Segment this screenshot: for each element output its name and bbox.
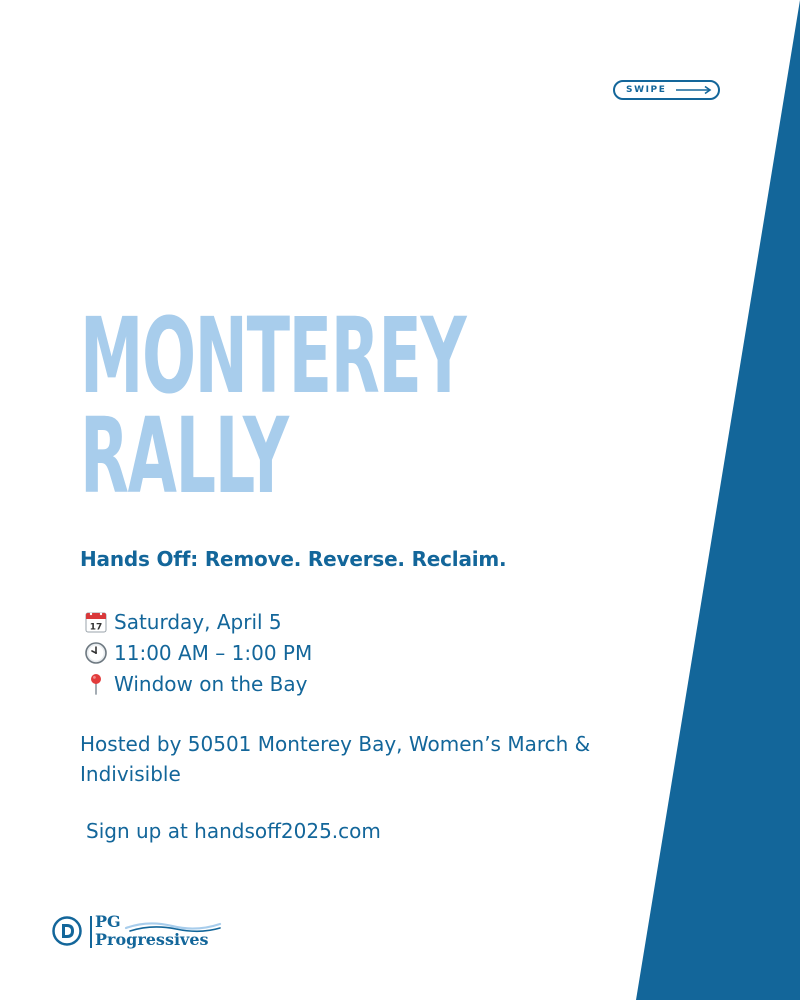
calendar-day: 17 <box>89 622 103 632</box>
tagline: Hands Off: Remove. Reverse. Reclaim. <box>80 547 507 571</box>
event-time: 11:00 AM – 1:00 PM <box>114 640 313 665</box>
signup-link[interactable]: Sign up at handsoff2025.com <box>86 819 381 843</box>
arrow-right-icon <box>676 85 712 95</box>
pin-icon <box>84 672 108 696</box>
location-row <box>84 668 312 699</box>
logo-line-1: PG <box>95 912 121 931</box>
pg-progressives-logo <box>52 912 222 952</box>
clock-icon <box>84 641 108 665</box>
time-row <box>84 637 312 668</box>
event-date: Saturday, April 5 <box>114 609 282 634</box>
event-details <box>84 606 312 699</box>
logo-divider <box>90 916 92 948</box>
date-row <box>84 606 312 637</box>
calendar-icon <box>84 610 108 634</box>
title-line-1: MONTEREY <box>80 295 466 417</box>
swipe-button[interactable] <box>613 80 720 100</box>
event-location: Window on the Bay <box>114 671 308 696</box>
page-title <box>80 295 466 517</box>
democrat-d-icon <box>52 916 82 946</box>
swipe-label: SWIPE <box>626 85 667 95</box>
hosted-by: Hosted by 50501 Monterey Bay, Women’s March & Indivisible <box>80 732 591 786</box>
title-line-2: RALLY <box>80 395 288 517</box>
logo-line-2: Progressives <box>95 930 209 949</box>
wave-icon <box>124 916 222 934</box>
